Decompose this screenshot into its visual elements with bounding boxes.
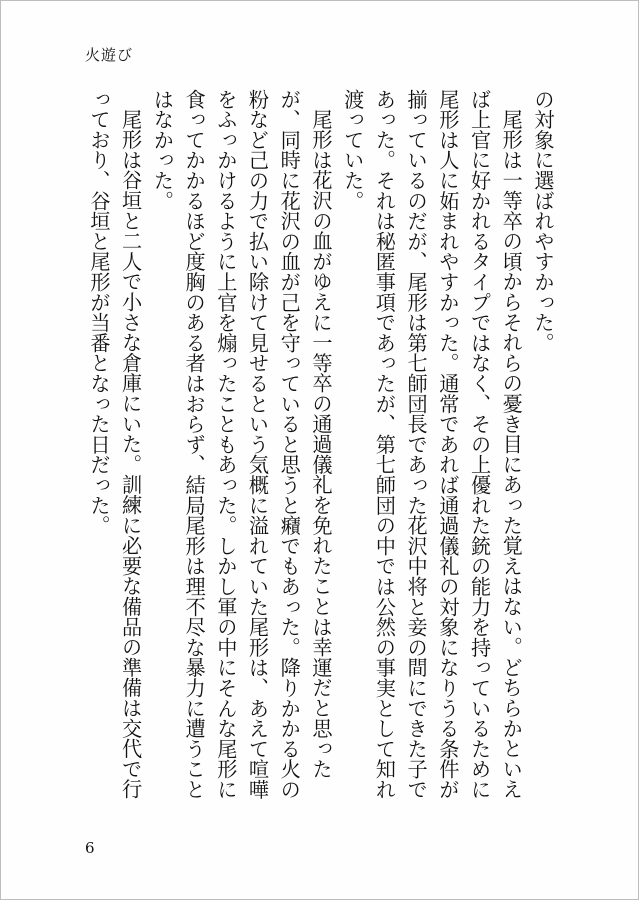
paragraph: の対象に選ばれやすかった。 <box>531 89 555 353</box>
vertical-text-block <box>82 89 558 819</box>
running-title: 火遊び <box>85 46 134 64</box>
paragraph: 尾形は谷垣と二人で小さな倉庫にいた。訓練に必要な備品の準備は交代で行っており、谷垣と尾形が当番となった日だった。 <box>86 89 143 800</box>
paragraph: 尾形は花沢の血がゆえに一等卒の通過儀礼を免れたことは幸運だと思ったが、同時に花沢の血が己を守っていると思うと癪でもあった。降りかかる火の粉など己の力で払い除けて見せるという気概に溢れていた尾形は、あえて喧嘩をふっかけるように上官を煽ったこともあった。しかし軍の中にそんな尾形に食ってかかるほど度胸のある者はおらず、結局尾形は理不尽な暴力に遭うことはなかった。 <box>150 89 333 800</box>
paragraph: 尾形は一等卒の頃からそれらの憂き目にあった覚えはない。どちらかといえば上官に好かれるタイプではなく、その上優れた銃の能力を持っているために尾形は人に妬まれやすかった。通常であれば通過儀礼の対象になりうる条件が揃っているのだが、尾形は第七師団長であった花沢中将と妾の間にできた子であった。それは秘匿事項であったが、第七師団の中では公然の事実として知れ渡っていた。 <box>340 89 524 800</box>
page-number: 6 <box>85 839 95 857</box>
